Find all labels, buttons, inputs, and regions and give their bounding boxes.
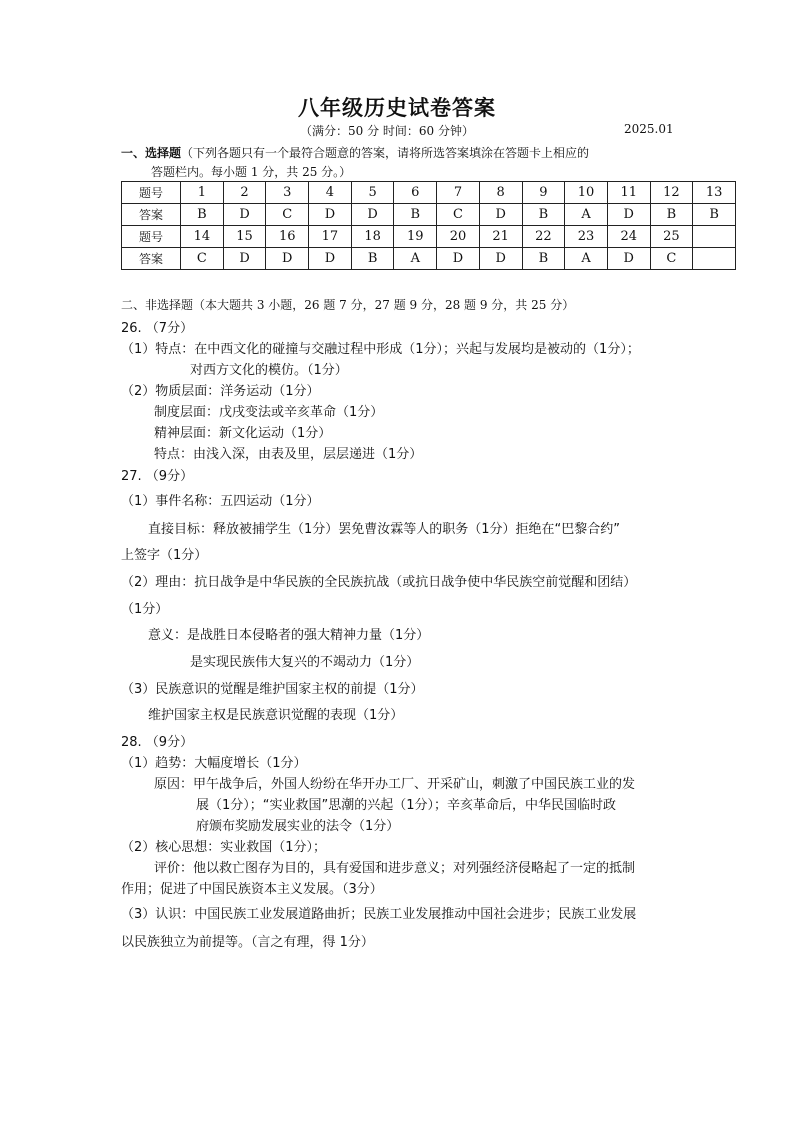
section1-label: 一、选择题: [121, 146, 182, 160]
answer-cell: 15: [223, 226, 266, 248]
answer-cell: 19: [394, 226, 437, 248]
answer-cell: C: [650, 248, 693, 270]
answer-line: 评价：他以救亡图存为目的，具有爱国和进步意义；对列强经济侵略起了一定的抵制: [154, 861, 636, 876]
answer-line: 作用；促进了中国民族资本主义发展。（3分）: [121, 882, 383, 897]
answer-cell: A: [565, 248, 608, 270]
row-header-cell: 答案: [122, 248, 181, 270]
answer-line: （1）趋势：大幅度增长（1分）: [121, 756, 307, 771]
answer-line: 维护国家主权是民族意识觉醒的表现（1分）: [148, 708, 404, 723]
answer-cell: [693, 248, 736, 270]
answer-cell: D: [607, 204, 650, 226]
answer-cell: D: [479, 248, 522, 270]
answer-line: （1分）: [121, 602, 169, 617]
answer-line: 直接目标：释放被捕学生（1分）罢免曹汝霖等人的职务（1分）拒绝在“巴黎合约”: [148, 522, 621, 537]
answer-line: 特点：由浅入深，由表及里，层层递进（1分）: [154, 447, 423, 462]
answer-cell: D: [437, 248, 480, 270]
answer-table-row: [122, 226, 736, 248]
answer-cell: D: [479, 204, 522, 226]
answer-cell: B: [181, 204, 224, 226]
answer-cell: 2: [223, 182, 266, 204]
answer-table-row: [122, 204, 736, 226]
answer-table: [121, 181, 736, 270]
section1-heading: [121, 144, 589, 161]
answer-cell: 21: [479, 226, 522, 248]
answer-line: 展（1分）；“实业救国”思潮的兴起（1分）；辛亥革命后，中华民国临时政: [196, 798, 617, 813]
answer-cell: 17: [309, 226, 352, 248]
answer-cell: D: [351, 204, 394, 226]
answer-table-row: [122, 248, 736, 270]
answer-line: （2）核心思想：实业救国（1分）；: [121, 840, 327, 855]
answer-cell: 7: [437, 182, 480, 204]
answer-cell: A: [565, 204, 608, 226]
answer-cell: 1: [181, 182, 224, 204]
answer-cell: 14: [181, 226, 224, 248]
answer-cell: B: [394, 204, 437, 226]
answer-cell: 11: [607, 182, 650, 204]
answer-cell: 12: [650, 182, 693, 204]
answer-cell: 22: [522, 226, 565, 248]
answer-line: （1）特点：在中西文化的碰撞与交融过程中形成（1分）；兴起与发展均是被动的（1分）；: [121, 342, 640, 357]
answer-cell: D: [309, 204, 352, 226]
answer-line: 原因：甲午战争后，外国人纷纷在华开办工厂、开采矿山，刺激了中国民族工业的发: [154, 777, 636, 792]
answer-cell: B: [522, 248, 565, 270]
answer-line: （3）民族意识的觉醒是维护国家主权的前提（1分）: [121, 682, 424, 697]
answer-cell: 13: [693, 182, 736, 204]
answer-cell: 20: [437, 226, 480, 248]
answer-line: （2）理由：抗日战争是中华民族的全民族抗战（或抗日战争使中华民族空前觉醒和团结）: [121, 575, 637, 590]
answer-cell: [693, 226, 736, 248]
answer-line: 27. （9分）: [121, 469, 194, 484]
section1-description-cont: 答题栏内。每小题 1 分，共 25 分。）: [151, 165, 352, 179]
answer-cell: B: [522, 204, 565, 226]
answer-cell: B: [351, 248, 394, 270]
row-header-cell: 题号: [122, 182, 181, 204]
answer-line: （2）物质层面：洋务运动（1分）: [121, 384, 320, 399]
answer-cell: 10: [565, 182, 608, 204]
answer-line: （1）事件名称：五四运动（1分）: [121, 494, 320, 509]
answer-line: 府颁布奖励发展实业的法令（1分）: [196, 819, 400, 834]
answer-cell: B: [650, 204, 693, 226]
answer-line: 制度层面：戊戌变法或辛亥革命（1分）: [154, 405, 384, 420]
row-header-cell: 答案: [122, 204, 181, 226]
answer-line: 26. （7分）: [121, 321, 194, 336]
answer-cell: D: [309, 248, 352, 270]
section2-heading: 二、非选择题（本大题共 3 小题，26 题 7 分，27 题 9 分，28 题 9 分，共 25 分）: [121, 298, 575, 312]
answer-cell: 23: [565, 226, 608, 248]
answer-cell: C: [181, 248, 224, 270]
answer-line: （3）认识：中国民族工业发展道路曲折；民族工业发展推动中国社会进步；民族工业发展: [121, 907, 637, 922]
answer-table-row: [122, 182, 736, 204]
answer-cell: 24: [607, 226, 650, 248]
answer-cell: 3: [266, 182, 309, 204]
document-title: 八年级历史试卷答案: [298, 95, 496, 120]
answer-cell: 4: [309, 182, 352, 204]
answer-cell: 16: [266, 226, 309, 248]
answer-cell: A: [394, 248, 437, 270]
answer-cell: D: [266, 248, 309, 270]
answer-line: 对西方文化的模仿。（1分）: [190, 363, 348, 378]
exam-date: 2025.01: [624, 122, 674, 136]
answer-line: 是实现民族伟大复兴的不竭动力（1分）: [190, 655, 420, 670]
answer-cell: C: [266, 204, 309, 226]
answer-cell: 25: [650, 226, 693, 248]
answer-cell: D: [223, 204, 266, 226]
answer-cell: 18: [351, 226, 394, 248]
answer-cell: 8: [479, 182, 522, 204]
section1-description: （下列各题只有一个最符合题意的答案，请将所选答案填涂在答题卡上相应的: [181, 146, 590, 160]
answer-cell: 6: [394, 182, 437, 204]
exam-meta: （满分：50 分 时间：60 分钟）: [300, 124, 474, 138]
answer-line: 意义：是战胜日本侵略者的强大精神力量（1分）: [148, 628, 430, 643]
row-header-cell: 题号: [122, 226, 181, 248]
answer-cell: 5: [351, 182, 394, 204]
answer-cell: D: [607, 248, 650, 270]
answer-line: 28. （9分）: [121, 735, 194, 750]
answer-line: 上签字（1分）: [121, 548, 208, 563]
answer-cell: D: [223, 248, 266, 270]
answer-line: 以民族独立为前提等。（言之有理，得 1分）: [121, 935, 374, 950]
answer-cell: C: [437, 204, 480, 226]
answer-line: 精神层面：新文化运动（1分）: [154, 426, 332, 441]
answer-cell: 9: [522, 182, 565, 204]
answer-cell: B: [693, 204, 736, 226]
